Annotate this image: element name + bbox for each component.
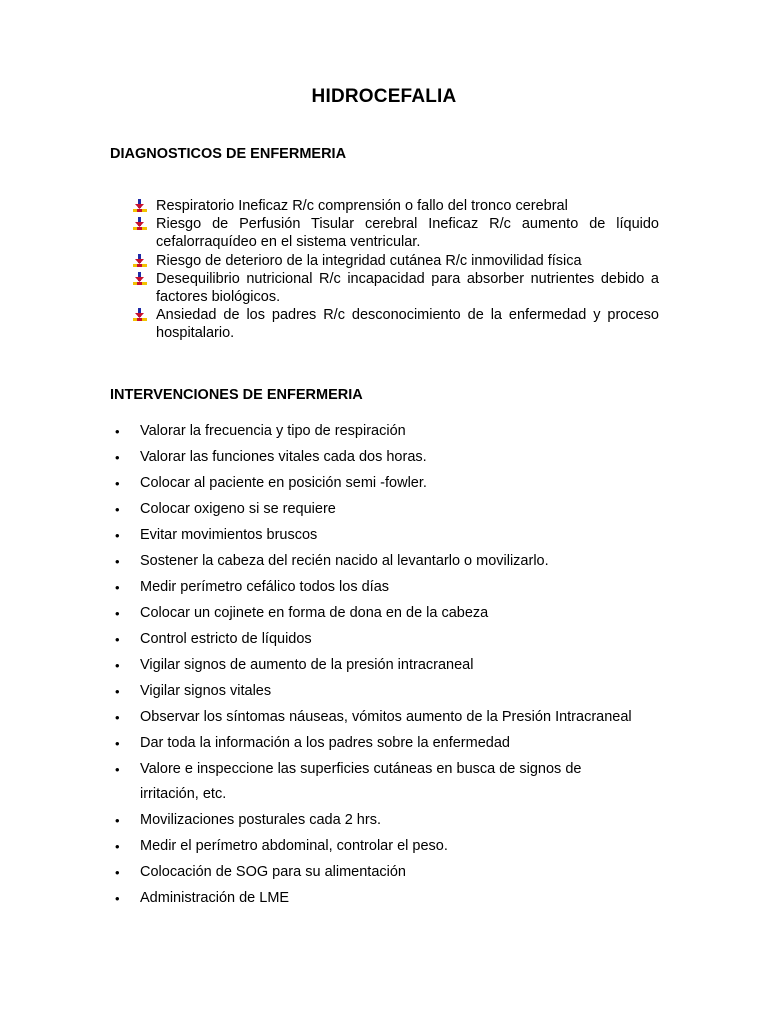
intervencion-text: Valorar las funciones vitales cada dos horas. (140, 449, 427, 465)
intervenciones-list (110, 419, 640, 912)
intervencion-item (110, 575, 640, 600)
intervencion-item (110, 886, 640, 911)
bullet-icon: • (115, 762, 120, 777)
intervencion-item (110, 834, 640, 859)
bullet-icon: • (115, 450, 120, 465)
diagnostico-text: Desequilibrio nutricional R/c incapacidad para absorber nutrientes debido a factores biológicos. (156, 270, 659, 306)
bullet-icon: • (115, 813, 120, 829)
intervencion-text: Evitar movimientos bruscos (140, 527, 318, 543)
diagnostico-text: Riesgo de deterioro de la integridad cutánea R/c inmovilidad física (156, 252, 582, 269)
intervencion-item (110, 445, 640, 470)
diagnostico-text: Respiratorio Ineficaz R/c comprensión o fallo del tronco cerebral (156, 198, 568, 214)
intervencion-text: Medir perímetro cefálico todos los días (140, 579, 390, 595)
intervencion-item (110, 808, 640, 833)
intervencion-text: Vigilar signos vitales (140, 683, 272, 699)
diagnostico-item (132, 270, 659, 306)
intervencion-text: Administración de LME (140, 890, 290, 907)
bullet-icon: • (115, 684, 120, 699)
bullet-icon: • (115, 528, 120, 543)
intervencion-text: Colocar un cojinete en forma de dona en de la cabeza (140, 605, 489, 621)
diagnostico-item (132, 215, 659, 251)
intervencion-text: Medir el perímetro abdominal, controlar el peso. (140, 838, 448, 855)
diagnosticos-list (132, 197, 659, 343)
intervencion-item (110, 601, 640, 626)
bullet-icon: • (115, 839, 120, 855)
bullet-icon: • (115, 865, 120, 881)
intervencion-text: Vigilar signos de aumento de la presión intracraneal (140, 657, 474, 673)
diagnostico-item (132, 197, 659, 215)
diagnosticos-heading: DIAGNOSTICOS DE ENFERMERIA (110, 146, 347, 162)
diagnostico-text: Riesgo de Perfusión Tisular cerebral Ineficaz R/c aumento de líquido cefalorraquídeo en el sistema ventricular. (156, 216, 659, 251)
intervencion-item (110, 679, 640, 704)
intervencion-text: Valore e inspeccione las superficies cutáneas en busca de signos de irritación, etc. (140, 761, 582, 803)
intervencion-text: Dar toda la información a los padres sobre la enfermedad (140, 735, 510, 751)
bullet-icon: • (115, 554, 120, 569)
intervencion-item (110, 523, 640, 548)
intervencion-item (110, 731, 640, 756)
intervencion-item (110, 757, 640, 807)
arrow-down-bar-icon (132, 308, 148, 322)
intervencion-text: Control estricto de líquidos (140, 631, 312, 647)
arrow-down-bar-icon (132, 254, 148, 268)
intervencion-text: Colocar al paciente en posición semi -fowler. (140, 475, 427, 491)
document-title: HIDROCEFALIA (311, 86, 457, 107)
diagnostico-text: Ansiedad de los padres R/c desconocimiento de la enfermedad y proceso hospitalario. (156, 307, 659, 342)
bullet-icon: • (115, 580, 120, 595)
intervencion-text: Movilizaciones posturales cada 2 hrs. (140, 812, 381, 829)
arrow-down-bar-icon (132, 272, 148, 286)
arrow-down-bar-icon (132, 217, 148, 231)
intervencion-item (110, 471, 640, 496)
diagnostico-item (132, 252, 659, 270)
bullet-icon: • (115, 632, 120, 647)
bullet-icon: • (115, 502, 120, 517)
intervencion-item (110, 497, 640, 522)
intervencion-item (110, 653, 640, 678)
bullet-icon: • (115, 476, 120, 491)
intervencion-text: Colocación de SOG para su alimentación (140, 864, 406, 881)
intervencion-item (110, 627, 640, 652)
intervencion-text: Observar los síntomas náuseas, vómitos aumento de la Presión Intracraneal (140, 709, 632, 725)
intervencion-text: Valorar la frecuencia y tipo de respiración (140, 423, 406, 439)
intervencion-item (110, 419, 640, 444)
bullet-icon: • (115, 658, 120, 673)
bullet-icon: • (115, 710, 120, 725)
intervencion-text: Sostener la cabeza del recién nacido al levantarlo o movilizarlo. (140, 553, 549, 569)
bullet-icon: • (115, 606, 120, 621)
intervencion-item (110, 860, 640, 885)
intervencion-item (110, 549, 640, 574)
diagnostico-item (132, 306, 659, 342)
bullet-icon: • (115, 736, 120, 751)
arrow-down-bar-icon (132, 199, 148, 213)
intervenciones-heading: INTERVENCIONES DE ENFERMERIA (110, 387, 363, 403)
intervencion-text: Colocar oxigeno si se requiere (140, 501, 336, 517)
intervencion-item (110, 705, 640, 730)
bullet-icon: • (115, 424, 120, 439)
bullet-icon: • (115, 891, 120, 907)
